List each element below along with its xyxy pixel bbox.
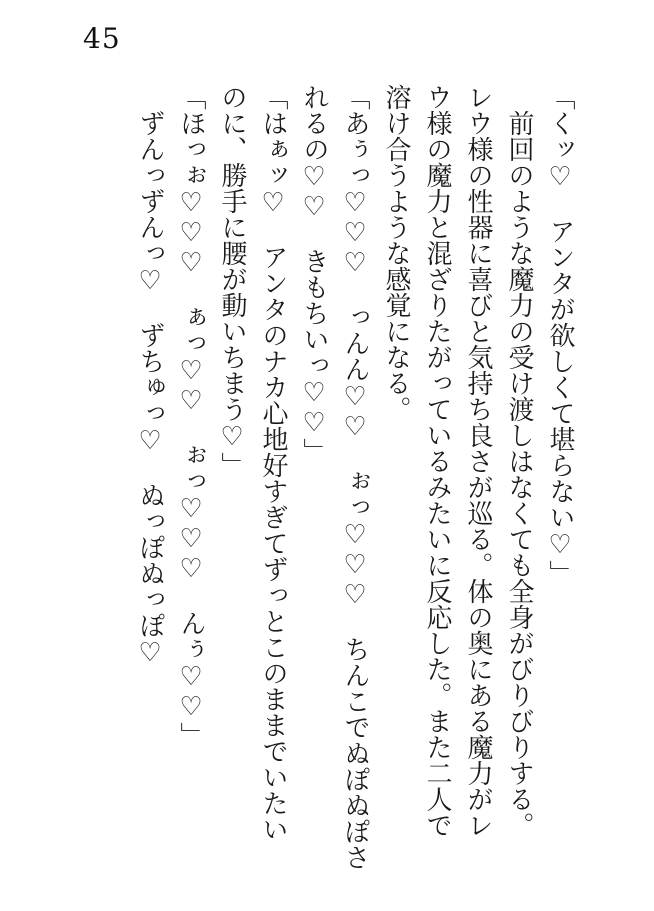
- text-line: ウ様の魔力と混ざりたがっているみたいに反応した。また二人で: [422, 84, 452, 838]
- text-line: 「あぅっ♡♡♡ っんん♡♡ ぉっ♡♡♡ ちんこでぬぽぬぽさ: [340, 84, 370, 870]
- page-number: 45: [83, 22, 121, 55]
- text-line: レウ様の性器に喜びと気持ち良さが巡る。体の奥にある魔力がレ: [463, 84, 493, 838]
- text-line: れるの♡♡ きもちいっ♡♡」: [299, 84, 329, 464]
- text-line: 「くッ♡ アンタが欲しくて堪らない♡」: [545, 84, 575, 586]
- text-line: ずんっずんっ♡ ずちゅっ♡ ぬっぽぬっぽ♡: [135, 110, 165, 668]
- text-line: 「ほっぉ♡♡♡ ぁっ♡♡ ぉっ♡♡♡ んぅ♡♡」: [176, 84, 206, 748]
- text-line: 溶け合うような感覚になる。: [381, 84, 411, 422]
- text-block: [129, 84, 580, 876]
- text-line: のに、勝手に腰が動いちまう♡」: [217, 84, 247, 478]
- text-line: 前回のような魔力の受け渡しはなくても全身がびりびりする。: [504, 110, 534, 838]
- text-line: 「はぁッ♡ アンタのナカ心地好すぎてずっとこのままでいたい: [258, 84, 288, 842]
